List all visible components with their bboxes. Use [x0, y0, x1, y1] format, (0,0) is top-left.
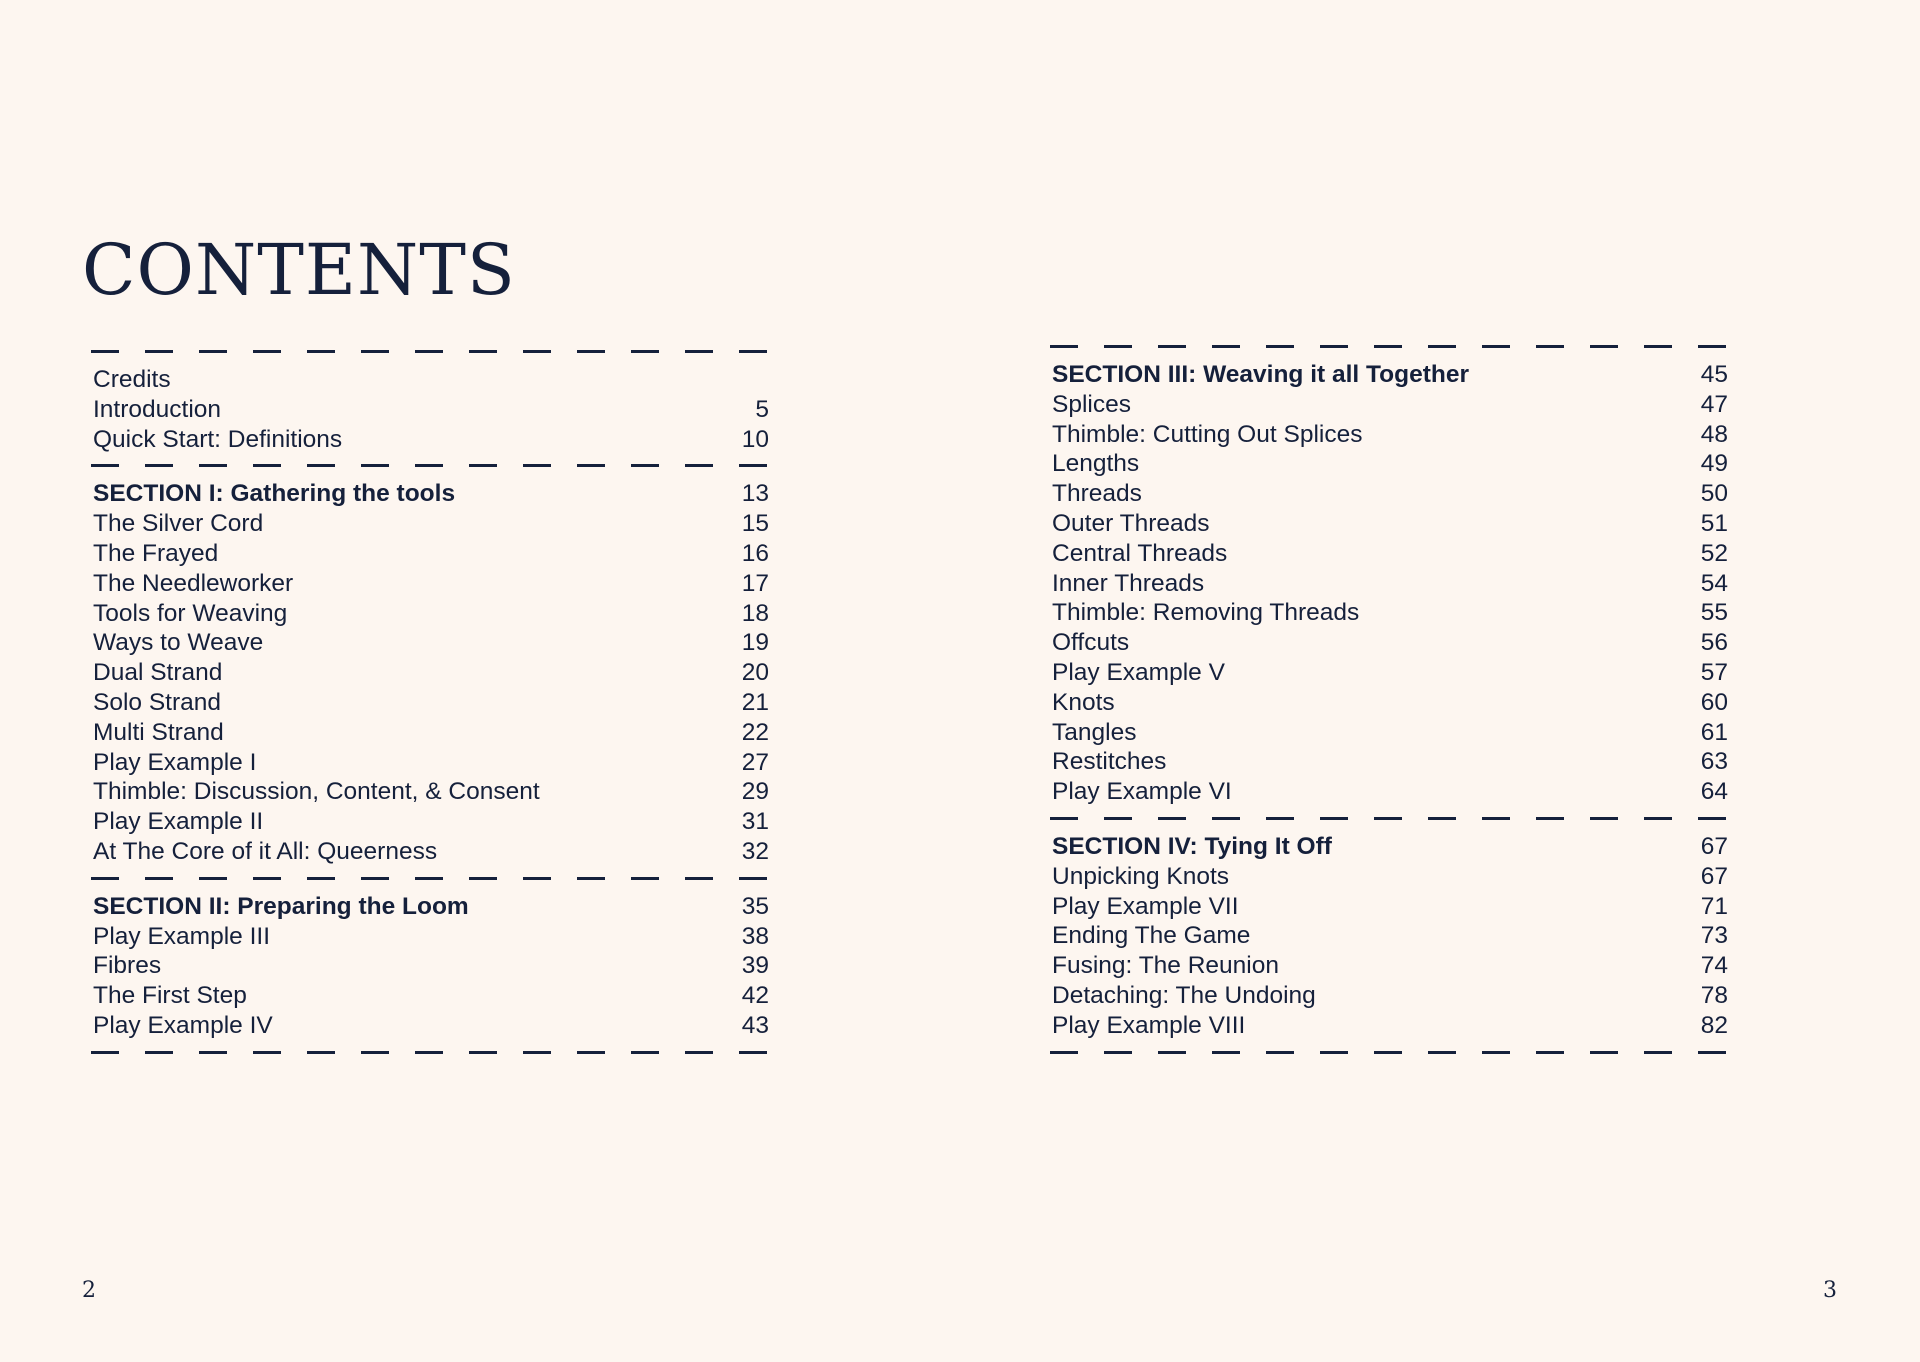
- toc-entry[interactable]: [93, 748, 773, 778]
- toc-section-heading[interactable]: [1052, 360, 1732, 390]
- toc-entry-label: Play Example II: [93, 808, 264, 836]
- toc-entry-page: 42: [741, 982, 769, 1010]
- toc-group: [1052, 820, 1732, 1051]
- toc-entry-label: SECTION I: Gathering the tools: [93, 480, 456, 508]
- toc-entry[interactable]: [1052, 921, 1732, 951]
- toc-entry-label: Fusing: The Reunion: [1052, 952, 1279, 980]
- toc-entry[interactable]: [1052, 569, 1732, 599]
- toc-entry-label: Ending The Game: [1052, 922, 1251, 950]
- toc-group: [93, 880, 773, 1051]
- toc-group: [1052, 348, 1732, 817]
- toc-entry-label: Play Example III: [93, 922, 271, 950]
- toc-left-column: [93, 350, 773, 1054]
- toc-entry-label: Outer Threads: [1052, 509, 1210, 537]
- toc-entry-label: Inner Threads: [1052, 569, 1205, 597]
- toc-entry-label: SECTION II: Preparing the Loom: [93, 892, 469, 920]
- toc-entry-label: Ways to Weave: [93, 629, 264, 657]
- toc-entry-page: 27: [741, 748, 769, 776]
- toc-entry-label: Credits: [93, 366, 171, 393]
- toc-entry[interactable]: [93, 425, 773, 455]
- toc-entry-page: 63: [1700, 748, 1728, 776]
- toc-entry-page: 60: [1700, 688, 1728, 716]
- toc-entry[interactable]: [93, 777, 773, 807]
- toc-entry-page: 61: [1700, 718, 1728, 746]
- toc-entry[interactable]: [93, 922, 773, 952]
- toc-entry[interactable]: [93, 509, 773, 539]
- toc-entry-label: Central Threads: [1052, 539, 1228, 567]
- toc-entry-page: 57: [1700, 658, 1728, 686]
- toc-entry[interactable]: [1052, 981, 1732, 1011]
- dashed-divider: [1050, 1051, 1732, 1054]
- toc-entry[interactable]: [1052, 862, 1732, 892]
- toc-entry-page: 20: [741, 659, 769, 687]
- toc-entry-page: 19: [741, 629, 769, 657]
- toc-entry-label: Quick Start: Definitions: [93, 425, 343, 453]
- toc-entry-page: 29: [741, 778, 769, 806]
- toc-entry[interactable]: [1052, 892, 1732, 922]
- toc-entry[interactable]: [93, 837, 773, 867]
- toc-entry[interactable]: [1052, 777, 1732, 807]
- toc-entry-label: SECTION III: Weaving it all Together: [1052, 361, 1470, 388]
- toc-entry-label: Solo Strand: [93, 688, 222, 716]
- toc-group: [93, 467, 773, 876]
- toc-entry[interactable]: [1052, 951, 1732, 981]
- toc-entry[interactable]: [1052, 420, 1732, 450]
- page-number-left: 2: [82, 1278, 96, 1303]
- toc-entry-page: 45: [1700, 361, 1728, 388]
- toc-entry-label: The Silver Cord: [93, 510, 264, 538]
- toc-entry-label: Play Example IV: [93, 1011, 273, 1039]
- toc-entry[interactable]: [1052, 539, 1732, 569]
- toc-entry-page: 71: [1700, 892, 1728, 920]
- toc-entry-page: 54: [1700, 569, 1728, 597]
- toc-section-heading[interactable]: [93, 479, 773, 509]
- toc-entry-page: 67: [1700, 832, 1728, 860]
- toc-entry-page: 51: [1700, 509, 1728, 537]
- toc-entry-label: Dual Strand: [93, 659, 223, 687]
- toc-section-heading[interactable]: [93, 892, 773, 922]
- toc-entry-label: SECTION IV: Tying It Off: [1052, 832, 1332, 860]
- toc-entry-page: 48: [1700, 420, 1728, 448]
- toc-right-column: [1052, 345, 1732, 1054]
- toc-entry-page: 64: [1700, 778, 1728, 806]
- toc-entry-page: 35: [741, 892, 769, 920]
- toc-entry[interactable]: [1052, 509, 1732, 539]
- toc-entry-page: 73: [1700, 922, 1728, 950]
- toc-entry-label: The Frayed: [93, 539, 219, 567]
- toc-entry-page: 43: [741, 1011, 769, 1039]
- toc-entry-page: 18: [741, 599, 769, 627]
- toc-entry-page: 67: [1700, 862, 1728, 890]
- toc-entry-label: Play Example V: [1052, 658, 1225, 686]
- toc-entry[interactable]: [93, 688, 773, 718]
- toc-entry-label: Play Example I: [93, 748, 257, 776]
- toc-entry-page: 38: [741, 922, 769, 950]
- toc-entry-page: 39: [741, 952, 769, 980]
- toc-entry[interactable]: [93, 599, 773, 629]
- toc-entry[interactable]: [93, 569, 773, 599]
- toc-entry-label: Splices: [1052, 390, 1131, 418]
- toc-entry-label: Fibres: [93, 952, 162, 980]
- toc-entry-label: Offcuts: [1052, 629, 1130, 657]
- toc-entry[interactable]: [93, 951, 773, 981]
- toc-entry[interactable]: [93, 539, 773, 569]
- toc-entry[interactable]: [93, 658, 773, 688]
- toc-entry[interactable]: [1052, 449, 1732, 479]
- toc-entry-page: 15: [741, 510, 769, 538]
- toc-entry-label: Knots: [1052, 688, 1115, 716]
- toc-section-heading[interactable]: [1052, 832, 1732, 862]
- toc-entry-page: 82: [1700, 1011, 1728, 1039]
- toc-entry-page: 78: [1700, 981, 1728, 1009]
- page-number-right: 3: [1823, 1278, 1837, 1303]
- toc-entry-label: The Needleworker: [93, 569, 294, 597]
- toc-entry-label: Tangles: [1052, 718, 1137, 746]
- toc-entry[interactable]: [93, 365, 773, 395]
- toc-entry-label: The First Step: [93, 982, 247, 1010]
- toc-entry[interactable]: [93, 628, 773, 658]
- toc-entry[interactable]: [93, 1011, 773, 1041]
- page-title: CONTENTS: [82, 229, 516, 311]
- toc-entry-label: Introduction: [93, 395, 222, 423]
- toc-entry-label: Multi Strand: [93, 718, 224, 746]
- toc-entry-label: At The Core of it All: Queerness: [93, 837, 438, 865]
- toc-entry[interactable]: [1052, 658, 1732, 688]
- toc-entry[interactable]: [1052, 628, 1732, 658]
- toc-entry-label: Lengths: [1052, 450, 1140, 478]
- toc-entry-label: Tools for Weaving: [93, 599, 288, 627]
- toc-entry[interactable]: [1052, 598, 1732, 628]
- toc-entry-page: 74: [1700, 952, 1728, 980]
- toc-entry-label: Unpicking Knots: [1052, 862, 1230, 890]
- toc-entry[interactable]: [1052, 390, 1732, 420]
- toc-entry[interactable]: [1052, 747, 1732, 777]
- toc-entry-page: 21: [741, 688, 769, 716]
- toc-entry[interactable]: [93, 807, 773, 837]
- toc-entry-label: Thimble: Removing Threads: [1052, 599, 1360, 627]
- toc-entry[interactable]: [93, 718, 773, 748]
- toc-entry-page: 47: [1700, 390, 1728, 418]
- toc-entry-page: 55: [1700, 599, 1728, 627]
- toc-entry-page: 10: [741, 425, 769, 453]
- toc-entry-page: 56: [1700, 629, 1728, 657]
- toc-entry[interactable]: [1052, 688, 1732, 718]
- dashed-divider: [91, 1051, 773, 1054]
- toc-entry-page: 17: [741, 569, 769, 597]
- toc-entry-page: 49: [1700, 450, 1728, 478]
- toc-entry-label: Play Example VIII: [1052, 1011, 1246, 1039]
- toc-entry-label: Play Example VII: [1052, 892, 1239, 920]
- toc-entry[interactable]: [93, 981, 773, 1011]
- toc-entry-label: Threads: [1052, 480, 1142, 508]
- toc-entry-label: Thimble: Discussion, Content, & Consent: [93, 778, 540, 806]
- toc-entry-page: 13: [741, 480, 769, 508]
- toc-entry-label: Thimble: Cutting Out Splices: [1052, 420, 1363, 448]
- toc-entry[interactable]: [1052, 479, 1732, 509]
- toc-entry[interactable]: [93, 395, 773, 425]
- toc-entry-label: Play Example VI: [1052, 778, 1232, 806]
- toc-entry-page: 50: [1700, 480, 1728, 508]
- toc-entry-page: 52: [1700, 539, 1728, 567]
- toc-entry-page: 31: [741, 808, 769, 836]
- toc-entry-page: 5: [755, 395, 769, 423]
- toc-entry-label: Restitches: [1052, 748, 1167, 776]
- toc-group: [93, 353, 773, 464]
- toc-entry[interactable]: [1052, 718, 1732, 748]
- toc-entry-page: 16: [741, 539, 769, 567]
- toc-entry-label: Detaching: The Undoing: [1052, 981, 1316, 1009]
- toc-entry-page: 32: [741, 837, 769, 865]
- toc-entry[interactable]: [1052, 1011, 1732, 1041]
- toc-entry-page: 22: [741, 718, 769, 746]
